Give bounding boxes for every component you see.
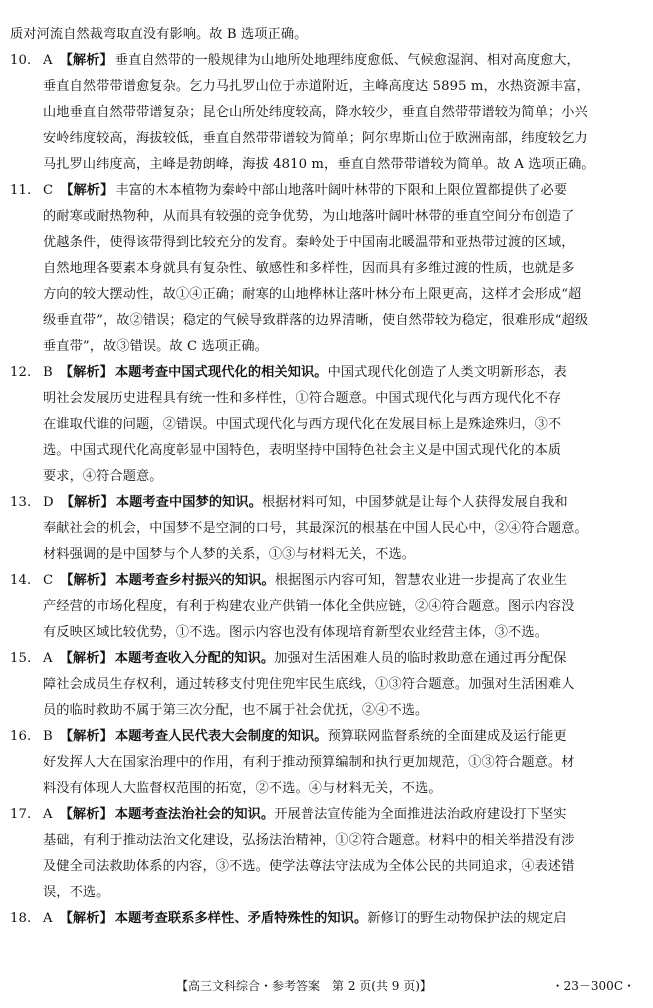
- analysis-text: 根据图示内容可知，智慧农业进一步提高了农业生: [274, 573, 568, 588]
- question-text-line: [10, 542, 648, 568]
- analysis-text: 安岭纬度较高，海拔较低，垂直自然带带谱较为简单；阿尔卑斯山位于欧洲南部，纬度较乞力: [43, 131, 588, 146]
- analysis-tag: 【解析】: [59, 53, 113, 68]
- page-footer: [0, 974, 653, 998]
- question-text-line: [10, 672, 648, 698]
- question-text-line: [10, 74, 648, 100]
- analysis-text: 的耐寒或耐热物种，从而具有较强的竞争优势，为山地落叶阔叶林带的垂直空间分布创造了: [43, 209, 575, 224]
- question-text-line: [10, 256, 648, 282]
- analysis-text: 误，不选。: [43, 885, 110, 900]
- question-first-line: [10, 490, 648, 516]
- analysis-text: 有反映区域比较优势，①不选。图示内容也没有体现培育新型农业经营主体，③不选。: [43, 625, 548, 640]
- question-text-line: [10, 828, 648, 854]
- topic-statement: 本题考查收入分配的知识。: [114, 651, 275, 666]
- question-number: 16.: [10, 729, 32, 744]
- question-text-line: [10, 854, 648, 880]
- analysis-text: 中国式现代化创造了人类文明新形态，表: [327, 365, 567, 380]
- answer-letter: B: [43, 365, 53, 380]
- analysis-text: 开展普法宣传能为全面推进法治政府建设打下坚实: [274, 807, 567, 822]
- analysis-text: 自然地理各要素本身就具有复杂性、敏感性和多样性，因而具有多维过渡的性质，也就是多: [43, 261, 575, 276]
- question-item: [10, 906, 648, 932]
- analysis-text: 方向的较大摆动性，故①④正确；耐寒的山地桦林让落叶林分布上限更高，这样才会形成“超: [43, 287, 582, 302]
- analysis-text: 垂直带”，故③错误。故 C 选项正确。: [43, 339, 268, 354]
- analysis-text: 明社会发展历史进程具有统一性和多样性，①符合题意。中国式现代化与西方现代化不存: [43, 391, 562, 406]
- analysis-text: 产经营的市场化程度，有利于构建农业产供销一体化全供应链，②④符合题意。图示内容没: [43, 599, 575, 614]
- analysis-text: 预算联网监督系统的全面建成及运行能更: [327, 729, 567, 744]
- question-item: [10, 646, 648, 724]
- question-text-line: [10, 152, 648, 178]
- analysis-text: 山地垂直自然带带谱复杂；昆仑山所处纬度较高，降水较少，垂直自然带带谱较为简单；小兴: [43, 105, 588, 120]
- analysis-text: 垂直自然带的一般规律为山地所处地理纬度愈低、气候愈湿润、相对高度愈大，: [114, 53, 580, 68]
- question-number: 13.: [10, 495, 32, 510]
- topic-statement: 本题考查人民代表大会制度的知识。: [114, 729, 328, 744]
- question-text-line: [10, 438, 648, 464]
- analysis-tag: 【解析】: [59, 365, 113, 380]
- answer-letter: A: [43, 53, 53, 68]
- answer-letter: B: [43, 729, 53, 744]
- answer-letter: D: [43, 495, 54, 510]
- analysis-text: 员的临时救助不属于第三次分配，也不属于社会优抚，②④不选。: [43, 703, 429, 718]
- answer-letter: A: [43, 807, 53, 822]
- analysis-tag: 【解析】: [59, 651, 113, 666]
- question-item: [10, 724, 648, 802]
- analysis-tag: 【解析】: [60, 495, 114, 510]
- question-text-line: [10, 126, 648, 152]
- question-text-line: [10, 698, 648, 724]
- question-number: 18.: [10, 911, 32, 926]
- analysis-text: 及健全司法救助体系的内容，③不选。使学法尊法守法成为全体公民的共同追求，④表述错: [43, 859, 575, 874]
- question-text-line: [10, 308, 648, 334]
- question-item: [10, 178, 648, 360]
- question-text-line: [10, 750, 648, 776]
- question-item: [10, 490, 648, 568]
- question-text-line: [10, 334, 648, 360]
- answer-letter: C: [43, 573, 54, 588]
- topic-statement: 本题考查联系多样性、矛盾特殊性的知识。: [114, 911, 368, 926]
- question-first-line: [10, 646, 648, 672]
- footer-page-info: 【高三文科综合・参考答案 第 2 页(共 9 页)】: [176, 979, 432, 993]
- question-text-line: [10, 620, 648, 646]
- question-text-line: [10, 386, 648, 412]
- question-first-line: [10, 48, 648, 74]
- question-number: 15.: [10, 651, 32, 666]
- question-text-line: [10, 100, 648, 126]
- continued-text-line: 质对河流自然裁弯取直没有影响。故 B 选项正确。: [10, 27, 308, 42]
- analysis-text: 加强对生活困难人员的临时救助意在通过再分配保: [274, 651, 567, 666]
- analysis-tag: 【解析】: [60, 183, 114, 198]
- question-number: 11.: [10, 183, 32, 198]
- analysis-text: 马扎罗山纬度高，主峰是勃朗峰，海拔 4810 m，垂直自然带带谱较为简单。故 A 选项正确。: [43, 157, 595, 172]
- question-item: [10, 802, 648, 906]
- question-text-line: [10, 412, 648, 438]
- question-text-line: [10, 594, 648, 620]
- analysis-text: 选。中国式现代化高度彰显中国特色，表明坚持中国特色社会主义是中国式现代化的本质: [43, 443, 562, 458]
- question-first-line: [10, 906, 648, 932]
- question-number: 14.: [10, 573, 32, 588]
- question-first-line: [10, 802, 648, 828]
- analysis-text: 要求，④符合题意。: [43, 469, 163, 484]
- analysis-tag: 【解析】: [59, 729, 113, 744]
- question-number: 17.: [10, 807, 32, 822]
- analysis-text: 在谁取代谁的问题，②错误。中国式现代化与西方现代化在发展目标上是殊途殊归，③不: [43, 417, 562, 432]
- analysis-text: 基础，有利于推动法治文化建设，弘扬法治精神，①②符合题意。材料中的相关举措没有涉: [43, 833, 575, 848]
- analysis-tag: 【解析】: [59, 911, 113, 926]
- topic-statement: 本题考查乡村振兴的知识。: [115, 573, 275, 588]
- answer-letter: A: [43, 911, 53, 926]
- analysis-text: 好发挥人大在国家治理中的作用，有利于推动预算编制和执行更加规范，①③符合题意。材: [43, 755, 575, 770]
- analysis-text: 垂直自然带带谱愈复杂。乞力马扎罗山位于赤道附近，主峰高度达 5895 m，水热资源丰富，: [43, 79, 590, 94]
- question-item: [10, 568, 648, 646]
- footer-doc-code: ・23－300C・: [551, 979, 635, 993]
- question-text-line: [10, 880, 648, 906]
- question-number: 12.: [10, 365, 32, 380]
- question-text-line: [10, 776, 648, 802]
- question-text-line: [10, 516, 648, 542]
- question-text-line: [10, 230, 648, 256]
- question-first-line: [10, 360, 648, 386]
- answer-content: [10, 22, 648, 932]
- analysis-tag: 【解析】: [59, 807, 113, 822]
- answer-letter: C: [43, 183, 54, 198]
- topic-statement: 本题考查法治社会的知识。: [114, 807, 275, 822]
- question-text-line: [10, 204, 648, 230]
- analysis-text: 级垂直带”，故②错误；稳定的气候导致群落的边界清晰，使自然带较为稳定，很难形成“超级: [43, 313, 589, 328]
- topic-statement: 本题考查中国梦的知识。: [115, 495, 263, 510]
- analysis-tag: 【解析】: [60, 573, 114, 588]
- topic-statement: 本题考查中国式现代化的相关知识。: [114, 365, 328, 380]
- question-first-line: [10, 178, 648, 204]
- question-first-line: [10, 724, 648, 750]
- analysis-text: 根据材料可知，中国梦就是让每个人获得发展自我和: [262, 495, 568, 510]
- question-text-line: [10, 464, 648, 490]
- question-number: 10.: [10, 53, 32, 68]
- analysis-text: 奉献社会的机会，中国梦不是空洞的口号，其最深沉的根基在中国人民心中，②④符合题意。: [43, 521, 588, 536]
- question-first-line: [10, 568, 648, 594]
- analysis-text: 新修订的野生动物保护法的规定启: [367, 911, 567, 926]
- analysis-text: 丰富的木本植物为秦岭中部山地落叶阔叶林带的下限和上限位置都提供了必要: [115, 183, 568, 198]
- question-list: [10, 48, 648, 932]
- question-item: [10, 48, 648, 178]
- analysis-text: 料没有体现人大监督权范围的拓宽，②不选。④与材料无关，不选。: [43, 781, 442, 796]
- analysis-text: 障社会成员生存权利，通过转移支付兜住兜牢民生底线，①③符合题意。加强对生活困难人: [43, 677, 575, 692]
- question-item: [10, 360, 648, 490]
- answer-letter: A: [43, 651, 53, 666]
- analysis-text: 材料强调的是中国梦与个人梦的关系，①③与材料无关，不选。: [43, 547, 416, 562]
- analysis-text: 优越条件，使得该带得到比较充分的发育。秦岭处于中国南北暖温带和亚热带过渡的区域，: [43, 235, 575, 250]
- question-text-line: [10, 282, 648, 308]
